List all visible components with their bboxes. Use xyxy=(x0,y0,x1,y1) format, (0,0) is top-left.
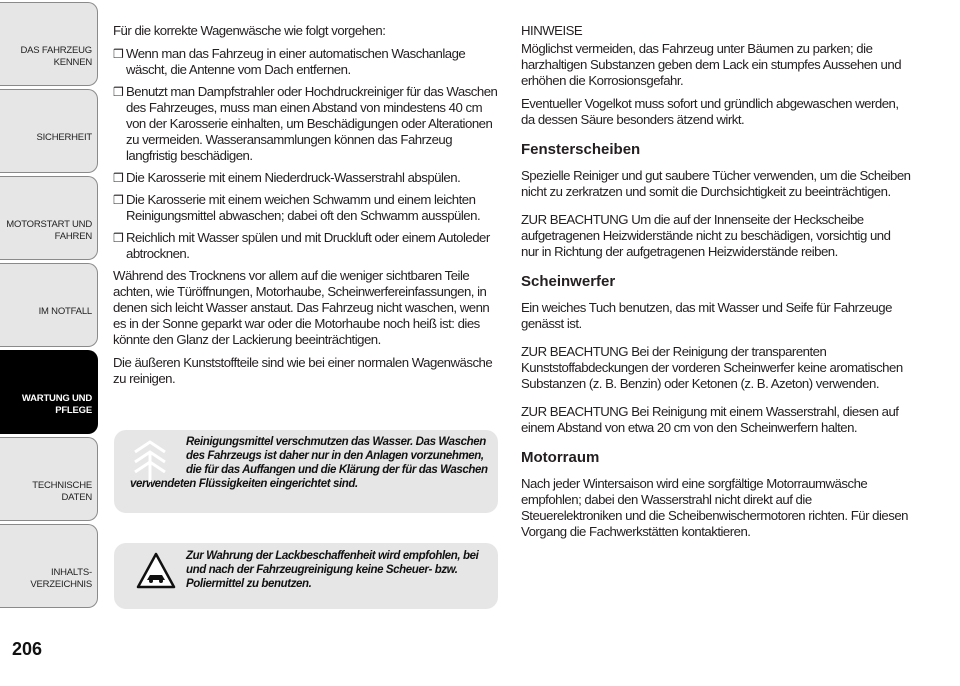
tab-label: VERZEICHNIS xyxy=(30,579,92,590)
paint-care-note-text: Zur Wahrung der Lackbeschaffenheit wird empfohlen, bei und nach der Fahrzeugreinigung keine Scheuer- bzw. Poliermittel zu benutzen. xyxy=(186,550,479,590)
hinweise-title: HINWEISE xyxy=(521,23,583,38)
plastic-parts-paragraph: Die äußeren Kunststoffteile sind wie bei einer normalen Wagenwäsche zu reinigen. xyxy=(113,355,493,386)
tab-inhaltsverzeichnis[interactable] xyxy=(0,524,98,608)
tab-label: INHALTS- xyxy=(51,567,92,578)
tab-sicherheit[interactable] xyxy=(0,89,98,173)
paint-care-note xyxy=(114,543,498,609)
scheinwerfer-caution: ZUR BEACHTUNG Bei der Reinigung der transparenten Kunststoffabdeckungen der vorderen Scheinwerfer keine aromatischen Substanzen (z. B. Benzin) oder Ketonen (z. B. Azeton) verwenden. xyxy=(521,344,903,391)
intro-text: Für die korrekte Wagenwäsche wie folgt vorgehen: xyxy=(113,23,386,38)
tab-label: TECHNISCHE DATEN xyxy=(32,480,92,503)
eco-chevrons-icon xyxy=(130,438,170,484)
tab-label: MOTORSTART UND xyxy=(6,219,92,230)
section-heading-motorraum: Motorraum xyxy=(521,449,600,466)
checkbox-bullet-icon: ❒ xyxy=(113,193,124,207)
tab-im-notfall[interactable] xyxy=(0,263,98,347)
scheinwerfer-caution: ZUR BEACHTUNG Bei Reinigung mit einem Wasserstrahl, diesen auf einem Abstand von etwa 20 cm von den Scheinwerfern halten. xyxy=(521,404,899,435)
environment-note xyxy=(114,430,498,513)
environment-note-text-end: verwendeten Flüssigkeiten eingerichtet sind. xyxy=(130,478,358,490)
tab-label: PFLEGE xyxy=(55,405,92,416)
list-item xyxy=(113,230,503,262)
page-number: 206 xyxy=(12,639,43,659)
left-column xyxy=(113,23,503,394)
tab-label: FAHREN xyxy=(54,231,92,242)
environment-note-text: Reinigungsmittel verschmutzen das Wasser. Das Waschen des Fahrzeugs ist daher nur in den Anlagen vorzunehmen, die für das Auffangen und die Klärung der für das Waschen xyxy=(186,436,488,476)
list-item-text: Benutzt man Dampfstrahler oder Hochdruckreiniger für das Waschen des Fahrzeuges, muss man einen Abstand von mindestens 40 cm von der Karosserie einhalten, um Beschädigungen oder Alterationen zu vermeiden. Wasseransammlungen können das Fahrzeug langfristig beschädigen. xyxy=(126,84,498,163)
scheinwerfer-paragraph: Ein weiches Tuch benutzen, das mit Wasser und Seife für Fahrzeuge genässt ist. xyxy=(521,300,892,331)
checkbox-bullet-icon: ❒ xyxy=(113,47,124,61)
tab-label: WARTUNG UND xyxy=(21,393,92,404)
list-item xyxy=(113,84,503,164)
tab-wartung-und-pflege[interactable] xyxy=(0,350,98,434)
list-item-text: Wenn man das Fahrzeug in einer automatischen Waschanlage wäscht, die Antenne vom Dach entfernen. xyxy=(126,46,466,77)
hinweise-paragraph: Eventueller Vogelkot muss sofort und gründlich abgewaschen werden, da dessen Säure besonders ätzend wirkt. xyxy=(521,96,899,127)
section-heading-scheinwerfer: Scheinwerfer xyxy=(521,273,616,290)
fenster-caution: ZUR BEACHTUNG Um die auf der Innenseite der Heckscheibe aufgetragenen Heizwiderstände nicht zu beschädigen, vorsichtig und nur in Richtung der aufgetragenen Heizwiderstände reiben. xyxy=(521,212,891,259)
right-column xyxy=(521,23,911,547)
list-item-text: Reichlich mit Wasser spülen und mit Druckluft oder einem Autoleder abtrocknen. xyxy=(126,230,490,261)
tab-label: KENNEN xyxy=(53,57,92,68)
list-item xyxy=(113,46,503,78)
list-item-text: Die Karosserie mit einem weichen Schwamm und einem leichten Reinigungsmittel abwaschen; dabei oft den Schwamm ausspülen. xyxy=(126,192,481,223)
tab-technische-daten[interactable] xyxy=(0,437,98,521)
tab-label: SICHERHEIT xyxy=(36,132,92,143)
checkbox-bullet-icon: ❒ xyxy=(113,85,124,99)
checkbox-bullet-icon: ❒ xyxy=(113,231,124,245)
tab-das-fahrzeug-kennen[interactable] xyxy=(0,2,98,86)
list-item-text: Die Karosserie mit einem Niederdruck-Wasserstrahl abspülen. xyxy=(126,170,461,185)
list-item xyxy=(113,192,503,224)
drying-paragraph: Während des Trocknens vor allem auf die weniger sichtbaren Teile achten, wie Türöffnungen, Motorhaube, Scheinwerfereinfassungen, in denen sich leicht Wasser anstaut. Das Fahrzeug nicht waschen, wenn es in der Sonne geparkt war oder die Motorhaube noch heiß ist: dies könnte den Glanz der Lackierung beeinträchtigen. xyxy=(113,268,490,347)
tab-label: DAS FAHRZEUG xyxy=(20,45,92,56)
section-heading-fensterscheiben: Fensterscheiben xyxy=(521,141,641,158)
checkbox-bullet-icon: ❒ xyxy=(113,171,124,185)
list-item xyxy=(113,170,503,186)
fenster-paragraph: Spezielle Reiniger und gut saubere Tücher verwenden, um die Scheiben nicht zu zerkratzen und somit die Durchsichtigkeit zu beeinträchtigen. xyxy=(521,168,911,199)
warning-triangle-car-icon xyxy=(136,551,176,591)
tab-label: IM NOTFALL xyxy=(38,306,92,317)
motorraum-paragraph: Nach jeder Wintersaison wird eine sorgfältige Motorraumwäsche empfohlen; dabei den Wasserstrahl nicht direkt auf die Steuerelektroniken und die Scheibenwischermotoren richten. Für diesen Vorgang die Fachwerkstätten kontaktieren. xyxy=(521,476,909,539)
tab-motorstart-und-fahren[interactable] xyxy=(0,176,98,260)
hinweise-paragraph: Möglichst vermeiden, das Fahrzeug unter Bäumen zu parken; die harzhaltigen Substanzen geben dem Lack ein stumpfes Aussehen und erhöhen die Korrosionsgefahr. xyxy=(521,41,902,88)
